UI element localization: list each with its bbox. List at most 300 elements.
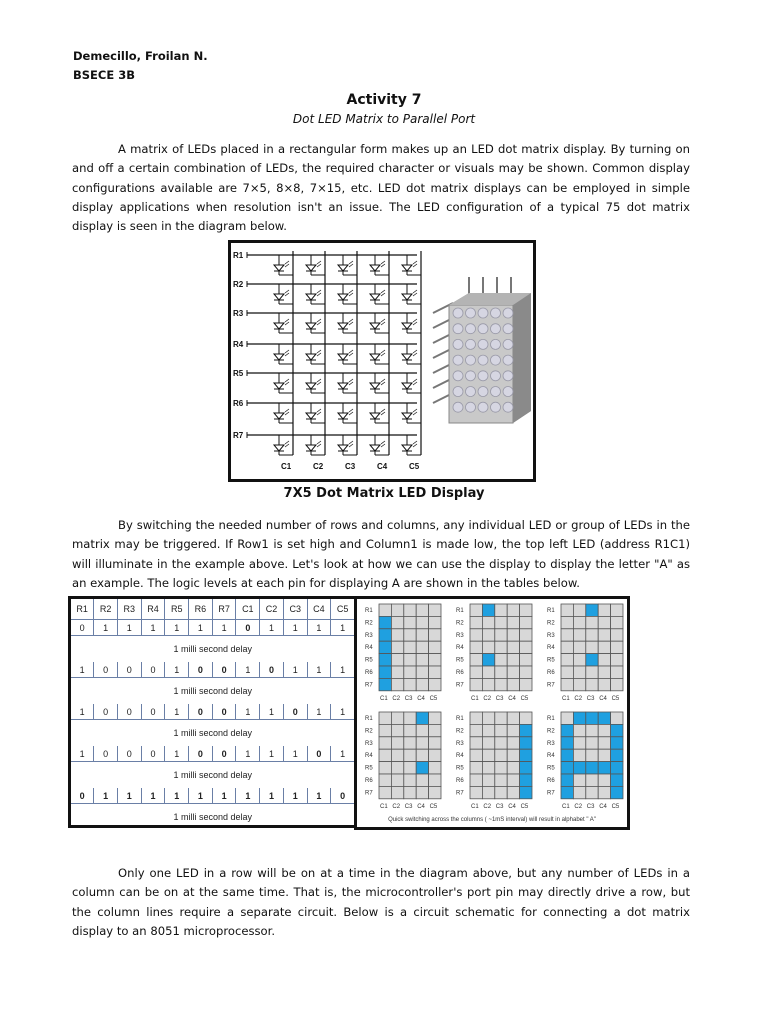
- led-off: [507, 678, 519, 690]
- led-on: [561, 774, 573, 786]
- row-label: R1: [233, 251, 244, 260]
- row-label: R5: [547, 765, 555, 772]
- table-header-row: [71, 599, 355, 620]
- led-off: [573, 774, 585, 786]
- led-off: [495, 666, 507, 678]
- column-label: C4: [417, 695, 425, 702]
- table-row: [71, 662, 355, 678]
- led-off: [429, 762, 441, 774]
- led-off: [495, 724, 507, 736]
- delay-row: [71, 804, 355, 831]
- table-header-cell: R7: [212, 599, 236, 620]
- led-on: [573, 762, 585, 774]
- led-diode-icon: [370, 373, 389, 393]
- logic-level-cell: 0: [141, 704, 165, 720]
- logic-level-cell: 1: [331, 662, 355, 678]
- logic-level-cell: 0: [141, 746, 165, 762]
- led-off: [520, 641, 532, 653]
- led-off: [379, 786, 391, 798]
- logic-level-cell: 0: [212, 704, 236, 720]
- logic-level-cell: 1: [283, 662, 307, 678]
- column-label: C5: [611, 803, 620, 810]
- column-label: C1: [471, 695, 479, 702]
- led-off: [495, 712, 507, 724]
- led-diode-icon: [306, 373, 325, 393]
- led-diode-icon: [306, 344, 325, 364]
- led-off: [429, 678, 441, 690]
- led-off: [586, 629, 598, 641]
- row-label: R5: [456, 765, 464, 772]
- row-label: R6: [233, 399, 244, 408]
- led-off: [598, 604, 610, 616]
- led-off: [470, 774, 482, 786]
- led-on: [561, 749, 573, 761]
- logic-level-cell: 1: [307, 662, 331, 678]
- led-off: [470, 629, 482, 641]
- table-header-cell: C2: [260, 599, 284, 620]
- author-block: [73, 47, 208, 85]
- logic-level-cell: 1: [283, 620, 307, 636]
- led-off: [573, 666, 585, 678]
- column-label: C3: [345, 462, 356, 471]
- row-label: R1: [365, 716, 373, 722]
- led-off: [391, 774, 403, 786]
- logic-level-cell: 0: [94, 746, 118, 762]
- led-off: [507, 786, 519, 798]
- led-on: [611, 774, 623, 786]
- led-off: [495, 749, 507, 761]
- led-off: [586, 616, 598, 628]
- led-diode-icon: [402, 403, 421, 423]
- led-off: [416, 724, 428, 736]
- led-off: [482, 774, 494, 786]
- led-off: [470, 749, 482, 761]
- led-diode-icon: [402, 373, 421, 393]
- led-off: [470, 762, 482, 774]
- matrix-frame: [456, 604, 532, 702]
- paragraph-switching: [72, 516, 690, 593]
- matrix-frames-figure: [354, 596, 630, 830]
- logic-level-cell: 1: [212, 620, 236, 636]
- led-off: [416, 666, 428, 678]
- table-header-cell: R5: [165, 599, 189, 620]
- led-diode-icon: [402, 435, 421, 455]
- led-off: [429, 737, 441, 749]
- led-off: [391, 762, 403, 774]
- table-row: [71, 788, 355, 804]
- logic-level-cell: 1: [189, 620, 213, 636]
- row-label: R6: [547, 670, 555, 676]
- logic-level-cell: 1: [236, 746, 260, 762]
- led-off: [561, 654, 573, 666]
- led-off: [482, 678, 494, 690]
- led-off: [598, 654, 610, 666]
- led-off: [507, 712, 519, 724]
- column-label: C1: [562, 695, 570, 702]
- row-label: R3: [456, 740, 464, 747]
- led-on: [520, 786, 532, 798]
- delay-row: [71, 762, 355, 789]
- led-off: [416, 786, 428, 798]
- logic-level-cell: 1: [71, 704, 94, 720]
- led-diode-icon: [370, 403, 389, 423]
- led-off: [573, 604, 585, 616]
- logic-level-cell: 0: [189, 662, 213, 678]
- led-on: [611, 762, 623, 774]
- led-off: [391, 724, 403, 736]
- led-off: [404, 737, 416, 749]
- row-label: R4: [365, 753, 373, 760]
- row-label: R6: [365, 670, 373, 676]
- led-on: [611, 749, 623, 761]
- led-off: [520, 654, 532, 666]
- led-off: [416, 654, 428, 666]
- delay-row: [71, 678, 355, 705]
- led-on: [586, 712, 598, 724]
- led-off: [416, 678, 428, 690]
- led-off: [495, 629, 507, 641]
- logic-level-cell: 1: [331, 746, 355, 762]
- led-off: [416, 629, 428, 641]
- logic-level-cell: 0: [94, 704, 118, 720]
- led-off: [391, 737, 403, 749]
- led-on: [586, 604, 598, 616]
- row-label: R3: [233, 309, 244, 318]
- led-off: [482, 737, 494, 749]
- led-off: [561, 641, 573, 653]
- page-subtitle: Dot LED Matrix to Parallel Port: [292, 112, 476, 126]
- row-label: R2: [547, 620, 555, 627]
- led-on: [611, 786, 623, 798]
- logic-level-cell: 1: [165, 746, 189, 762]
- led-on: [586, 762, 598, 774]
- logic-level-cell: 0: [212, 662, 236, 678]
- led-on: [520, 774, 532, 786]
- led-off: [379, 712, 391, 724]
- led-on: [379, 666, 391, 678]
- led-off: [404, 786, 416, 798]
- row-label: R2: [233, 280, 244, 289]
- row-label: R3: [365, 632, 373, 639]
- led-on: [482, 654, 494, 666]
- column-label: C4: [417, 803, 425, 810]
- column-label: C2: [574, 695, 583, 702]
- row-label: R4: [456, 753, 464, 760]
- led-off: [470, 604, 482, 616]
- logic-level-cell: 1: [260, 620, 284, 636]
- column-label: C4: [508, 695, 516, 702]
- led-diode-icon: [338, 255, 357, 275]
- matrix-frame: [456, 712, 532, 810]
- row-label: R2: [456, 728, 464, 735]
- led-off: [586, 737, 598, 749]
- led-diode-icon: [370, 313, 389, 333]
- row-label: R6: [365, 778, 373, 784]
- led-off: [573, 749, 585, 761]
- delay-row: [71, 720, 355, 747]
- led-off: [507, 762, 519, 774]
- column-label: C5: [409, 462, 420, 471]
- column-label: C3: [404, 695, 413, 702]
- row-label: R3: [547, 740, 555, 747]
- column-label: C1: [562, 803, 570, 810]
- led-on: [586, 654, 598, 666]
- led-package-icon: [433, 277, 531, 423]
- logic-level-cell: 1: [71, 746, 94, 762]
- led-off: [520, 666, 532, 678]
- logic-level-cell: 1: [283, 788, 307, 804]
- led-off: [470, 654, 482, 666]
- row-label: R5: [233, 369, 244, 378]
- led-off: [573, 641, 585, 653]
- led-diode-icon: [306, 435, 325, 455]
- led-diode-icon: [274, 344, 293, 364]
- matrix-note: Quick switching across the columns ( ~1mS interval) will result in alphabet " A": [388, 817, 596, 823]
- led-off: [482, 786, 494, 798]
- led-on: [379, 629, 391, 641]
- led-off: [429, 616, 441, 628]
- led-off: [391, 616, 403, 628]
- column-label: C3: [495, 803, 504, 810]
- led-off: [470, 737, 482, 749]
- logic-level-cell: 0: [141, 662, 165, 678]
- led-off: [379, 724, 391, 736]
- logic-level-cell: 1: [307, 704, 331, 720]
- matrix-frame: [547, 712, 623, 810]
- led-on: [416, 762, 428, 774]
- led-off: [495, 678, 507, 690]
- column-label: C1: [380, 695, 388, 702]
- logic-level-cell: 1: [236, 662, 260, 678]
- led-off: [598, 749, 610, 761]
- led-diode-icon: [338, 373, 357, 393]
- led-off: [520, 604, 532, 616]
- led-off: [573, 616, 585, 628]
- delay-label: 1 milli second delay: [173, 728, 253, 738]
- led-off: [586, 724, 598, 736]
- led-off: [507, 737, 519, 749]
- led-diode-icon: [274, 255, 293, 275]
- column-label: C5: [520, 695, 529, 702]
- led-off: [573, 786, 585, 798]
- paragraph-intro: [72, 140, 690, 236]
- logic-level-cell: 1: [307, 620, 331, 636]
- led-off: [573, 678, 585, 690]
- logic-level-cell: 1: [283, 746, 307, 762]
- table-header-cell: C5: [331, 599, 355, 620]
- led-diode-icon: [274, 313, 293, 333]
- column-label: C3: [495, 695, 504, 702]
- led-off: [429, 712, 441, 724]
- led-off: [611, 629, 623, 641]
- led-diode-icon: [338, 313, 357, 333]
- column-label: C4: [377, 462, 388, 471]
- led-off: [598, 786, 610, 798]
- logic-level-cell: 0: [117, 662, 141, 678]
- led-off: [495, 604, 507, 616]
- led-on: [520, 737, 532, 749]
- column-label: C4: [599, 695, 607, 702]
- led-off: [495, 786, 507, 798]
- row-label: R4: [365, 645, 373, 652]
- logic-level-cell: 0: [94, 662, 118, 678]
- led-off: [429, 629, 441, 641]
- row-label: R7: [456, 790, 464, 797]
- row-label: R6: [456, 670, 464, 676]
- led-off: [482, 749, 494, 761]
- paragraph-circuit: [72, 864, 690, 941]
- logic-level-cell: 1: [117, 788, 141, 804]
- column-label: C5: [429, 695, 438, 702]
- led-off: [482, 641, 494, 653]
- author-section: BSECE 3B: [73, 68, 135, 82]
- led-off: [611, 641, 623, 653]
- logic-level-cell: 0: [236, 620, 260, 636]
- led-diode-icon: [338, 284, 357, 304]
- table-header-cell: R6: [189, 599, 213, 620]
- led-diode-icon: [306, 284, 325, 304]
- row-label: R1: [456, 608, 464, 614]
- led-off: [391, 749, 403, 761]
- led-off: [404, 666, 416, 678]
- led-off: [561, 712, 573, 724]
- logic-level-cell: 1: [94, 788, 118, 804]
- led-off: [404, 629, 416, 641]
- logic-level-cell: 1: [165, 788, 189, 804]
- led-off: [520, 712, 532, 724]
- led-diode-icon: [338, 403, 357, 423]
- led-off: [611, 712, 623, 724]
- led-off: [586, 786, 598, 798]
- led-off: [520, 629, 532, 641]
- led-diode-icon: [402, 313, 421, 333]
- led-off: [391, 629, 403, 641]
- column-label: C2: [313, 462, 324, 471]
- led-off: [482, 724, 494, 736]
- author-name: Demecillo, Froilan N.: [73, 49, 208, 63]
- led-off: [507, 604, 519, 616]
- logic-level-cell: 1: [236, 788, 260, 804]
- led-off: [429, 749, 441, 761]
- column-label: C2: [392, 695, 401, 702]
- column-label: C5: [611, 695, 620, 702]
- led-on: [379, 678, 391, 690]
- logic-level-cell: 0: [189, 746, 213, 762]
- led-off: [404, 641, 416, 653]
- led-off: [507, 774, 519, 786]
- table-row: [71, 704, 355, 720]
- led-off: [611, 616, 623, 628]
- table-header-cell: R4: [141, 599, 165, 620]
- led-off: [482, 762, 494, 774]
- led-off: [507, 629, 519, 641]
- led-off: [404, 678, 416, 690]
- led-off: [416, 774, 428, 786]
- row-label: R5: [365, 765, 373, 772]
- led-on: [482, 604, 494, 616]
- led-on: [561, 786, 573, 798]
- logic-level-cell: 0: [212, 746, 236, 762]
- led-off: [404, 654, 416, 666]
- led-off: [416, 641, 428, 653]
- led-off: [379, 737, 391, 749]
- row-label: R4: [547, 645, 555, 652]
- led-off: [520, 678, 532, 690]
- led-off: [404, 762, 416, 774]
- row-label: R7: [547, 682, 555, 689]
- column-label: C3: [586, 803, 595, 810]
- matrix-frame: [547, 604, 623, 702]
- led-off: [429, 641, 441, 653]
- led-on: [416, 712, 428, 724]
- row-label: R7: [233, 431, 244, 440]
- led-off: [573, 654, 585, 666]
- led-on: [561, 737, 573, 749]
- led-on: [611, 737, 623, 749]
- led-off: [507, 666, 519, 678]
- table-header-cell: C1: [236, 599, 260, 620]
- paragraph-switching-text: By switching the needed number of rows and columns, any individual LED or group of LEDs in the matrix may be triggered. If Row1 is set high and Column1 is made low, the top left LED (address R1C1) will illuminate in the example above. Let's look at how we can use the display to display the letter "A" as an example. The logic levels at each pin for displaying A are shown in the tables below.: [72, 518, 690, 590]
- delay-label: 1 milli second delay: [173, 812, 253, 822]
- logic-level-cell: 1: [260, 704, 284, 720]
- led-off: [495, 762, 507, 774]
- led-off: [482, 712, 494, 724]
- logic-level-cell: 1: [141, 620, 165, 636]
- led-off: [507, 641, 519, 653]
- led-off: [598, 724, 610, 736]
- led-diode-icon: [274, 284, 293, 304]
- column-label: C5: [429, 803, 438, 810]
- logic-level-cell: 1: [141, 788, 165, 804]
- delay-label: 1 milli second delay: [173, 644, 253, 654]
- led-off: [573, 724, 585, 736]
- led-diode-icon: [402, 255, 421, 275]
- row-label: R2: [456, 620, 464, 627]
- led-off: [391, 712, 403, 724]
- column-label: C1: [380, 803, 388, 810]
- figure-caption: 7X5 Dot Matrix LED Display: [283, 486, 485, 501]
- led-off: [507, 749, 519, 761]
- led-diode-icon: [338, 435, 357, 455]
- column-label: C2: [483, 803, 492, 810]
- logic-level-cell: 0: [71, 620, 94, 636]
- led-off: [495, 616, 507, 628]
- led-off: [507, 724, 519, 736]
- logic-level-cell: 1: [212, 788, 236, 804]
- led-off: [482, 666, 494, 678]
- led-off: [404, 774, 416, 786]
- led-off: [561, 604, 573, 616]
- logic-level-cell: 1: [94, 620, 118, 636]
- table-row: [71, 620, 355, 636]
- column-label: C1: [281, 462, 292, 471]
- led-off: [598, 678, 610, 690]
- led-off: [470, 786, 482, 798]
- led-diode-icon: [274, 373, 293, 393]
- led-on: [520, 762, 532, 774]
- led-off: [561, 616, 573, 628]
- led-off: [611, 654, 623, 666]
- led-on: [598, 712, 610, 724]
- led-diode-icon: [306, 255, 325, 275]
- logic-level-cell: 0: [117, 704, 141, 720]
- led-off: [573, 737, 585, 749]
- led-off: [429, 774, 441, 786]
- row-label: R6: [456, 778, 464, 784]
- led-off: [379, 762, 391, 774]
- row-label: R1: [456, 716, 464, 722]
- row-label: R3: [456, 632, 464, 639]
